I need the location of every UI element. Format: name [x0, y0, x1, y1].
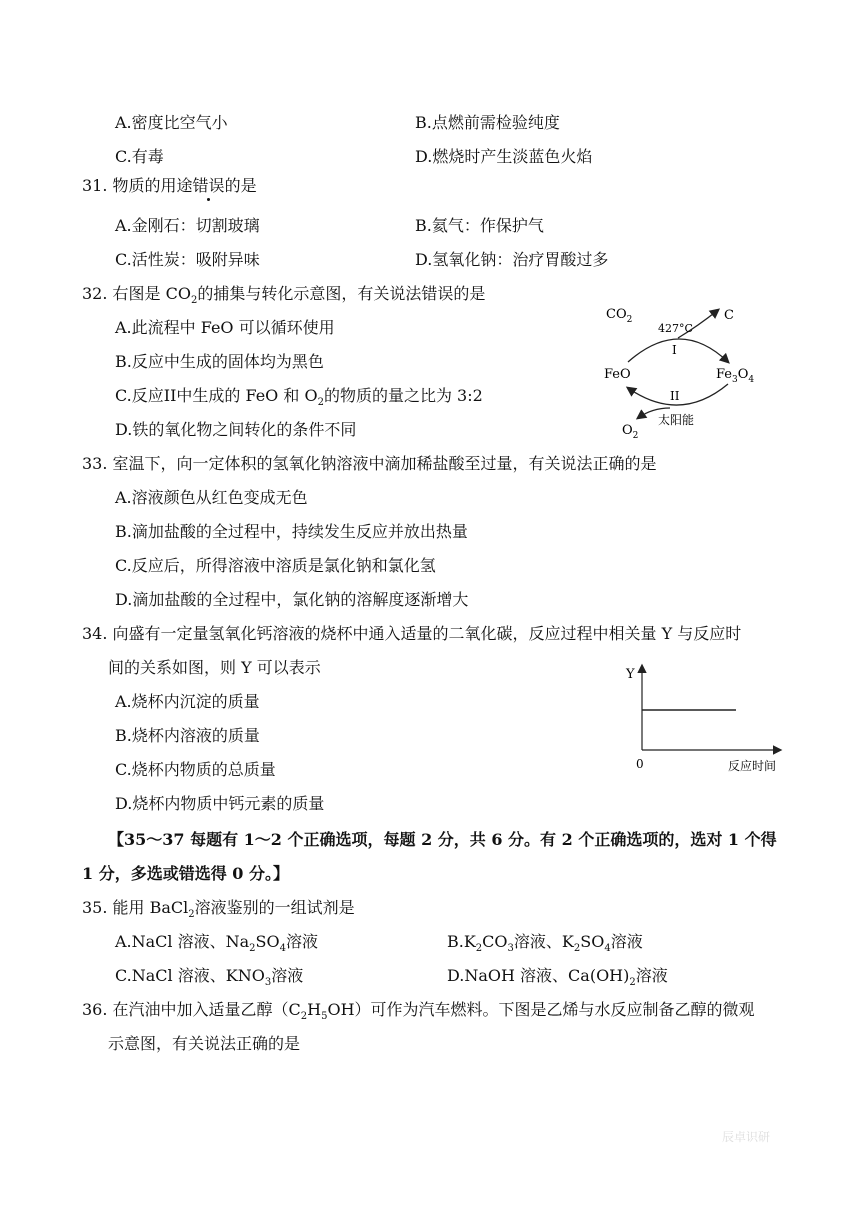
q36-stem-line2: 示意图，有关说法正确的是: [108, 1034, 301, 1053]
reaction-i-arrow: [628, 339, 728, 362]
q32-option-d: D.铁的氧化物之间转化的条件不同: [115, 420, 357, 439]
reaction-i-label: I: [672, 343, 677, 357]
q32-stem-text: 32. 右图是 CO: [82, 284, 191, 303]
q32-option-c-tail: 的物质的量之比为 3:2: [323, 386, 483, 405]
q35-option-a: A.NaCl 溶液、$Na_2SO_4$溶液: [115, 932, 319, 955]
watermark: 辰卓识研: [722, 1130, 771, 1144]
q30-option-c: C.有毒: [115, 147, 164, 166]
q34-option-b: B.烧杯内溶液的质量: [115, 726, 260, 745]
q32-option-c: [115, 386, 483, 409]
reaction-ii-label: II: [670, 389, 680, 403]
section-instruction-line2: 1 分，多选或错选得 0 分。】: [82, 864, 289, 883]
q30-option-d: D.燃烧时产生淡蓝色火焰: [415, 147, 593, 166]
y-axis-label: Y: [626, 667, 635, 682]
q35-option-b: $B.K_2CO_3$溶液、$K_2SO_4$溶液: [447, 932, 643, 955]
q35-stem-tail: 溶液鉴别的一组试剂是: [194, 898, 355, 917]
q34-option-d: D.烧杯内物质中钙元素的质量: [115, 794, 325, 813]
q31-option-d: D.氢氧化钠：治疗胃酸过多: [415, 250, 609, 269]
q33-option-c: C.反应后，所得溶液中溶质是氯化钠和氯化氢: [115, 556, 436, 575]
q31-option-a: A.金刚石：切割玻璃: [115, 216, 260, 235]
solar-energy-label: 太阳能: [658, 413, 695, 427]
q30-option-a: A.密度比空气小: [115, 113, 228, 132]
q31-stem: [82, 176, 257, 196]
q32-option-c-sub: 2: [317, 397, 324, 409]
carbon-label: C: [724, 308, 734, 323]
o2-label: $O_2$: [622, 423, 639, 441]
y-vs-time-graph: [620, 658, 790, 778]
q34-stem-line2: 间的关系如图，则 Y 可以表示: [108, 658, 321, 677]
q34-stem-line1: 34. 向盛有一定量氢氧化钙溶液的烧杯中通入适量的二氧化碳，反应过程中相关量 Y 与反应时: [82, 624, 742, 643]
q33-option-a: A.溶液颜色从红色变成无色: [115, 488, 308, 507]
co2-label: $CO_2$: [606, 307, 633, 325]
q36-stem-line1: 36. 在汽油中加入适量乙醇$(C_2H_5OH)$可作为汽车燃料。下图是乙烯与水反应制备乙醇的微观: [82, 1000, 755, 1023]
fe3o4-label: $Fe_3O_4$: [716, 367, 755, 385]
x-axis-label: 反应时间: [728, 759, 777, 773]
q35-option-d: D.NaOH 溶液、$Ca(OH)_2$溶液: [447, 966, 668, 989]
q35-stem: [82, 898, 355, 921]
q31-stem-tail: 的是: [224, 176, 257, 195]
q32-stem-sub: 2: [190, 295, 198, 307]
q32-option-b: B.反应中生成的固体均为黑色: [115, 352, 324, 371]
q33-option-b: B.滴加盐酸的全过程中，持续发生反应并放出热量: [115, 522, 468, 541]
co2-conversion-diagram: [590, 296, 790, 446]
q31-option-b: B.氦气：作保护气: [415, 216, 544, 235]
q32-option-a: A.此流程中 FeO 可以循环使用: [115, 318, 335, 337]
q35-stem-text: 35. 能用 BaCl: [82, 898, 189, 917]
q35-option-c: C.NaCl 溶液、$KNO_3$溶液: [115, 966, 304, 989]
temperature-label: 427°C: [658, 322, 693, 335]
q33-stem: 33. 室温下，向一定体积的氢氧化钠溶液中滴加稀盐酸至过量，有关说法正确的是: [82, 454, 657, 473]
q33-option-d: D.滴加盐酸的全过程中，氯化钠的溶解度逐渐增大: [115, 590, 469, 609]
q32-stem-tail: 的捕集与转化示意图，有关说法错误的是: [197, 284, 486, 303]
section-instruction-line1: 【35～37 每题有 1～2 个正确选项，每题 2 分，共 6 分。有 2 个正确选项的，选对 1 个得: [108, 830, 777, 849]
q34-option-c: C.烧杯内物质的总质量: [115, 760, 276, 779]
q31-option-c: C.活性炭：吸附异味: [115, 250, 260, 269]
q32-stem: [82, 284, 486, 307]
q31-stem-emphasis: 错误: [192, 176, 225, 195]
origin-label: 0: [636, 757, 644, 771]
q34-option-a: A.烧杯内沉淀的质量: [115, 692, 260, 711]
q31-stem-text: 31. 物质的用途: [82, 176, 193, 195]
q32-option-c-text: C.反应II中生成的 FeO 和 O: [115, 386, 318, 405]
q35-stem-sub: 2: [188, 909, 195, 921]
q30-option-b: B.点燃前需检验纯度: [415, 113, 560, 132]
feo-label: FeO: [604, 367, 631, 382]
